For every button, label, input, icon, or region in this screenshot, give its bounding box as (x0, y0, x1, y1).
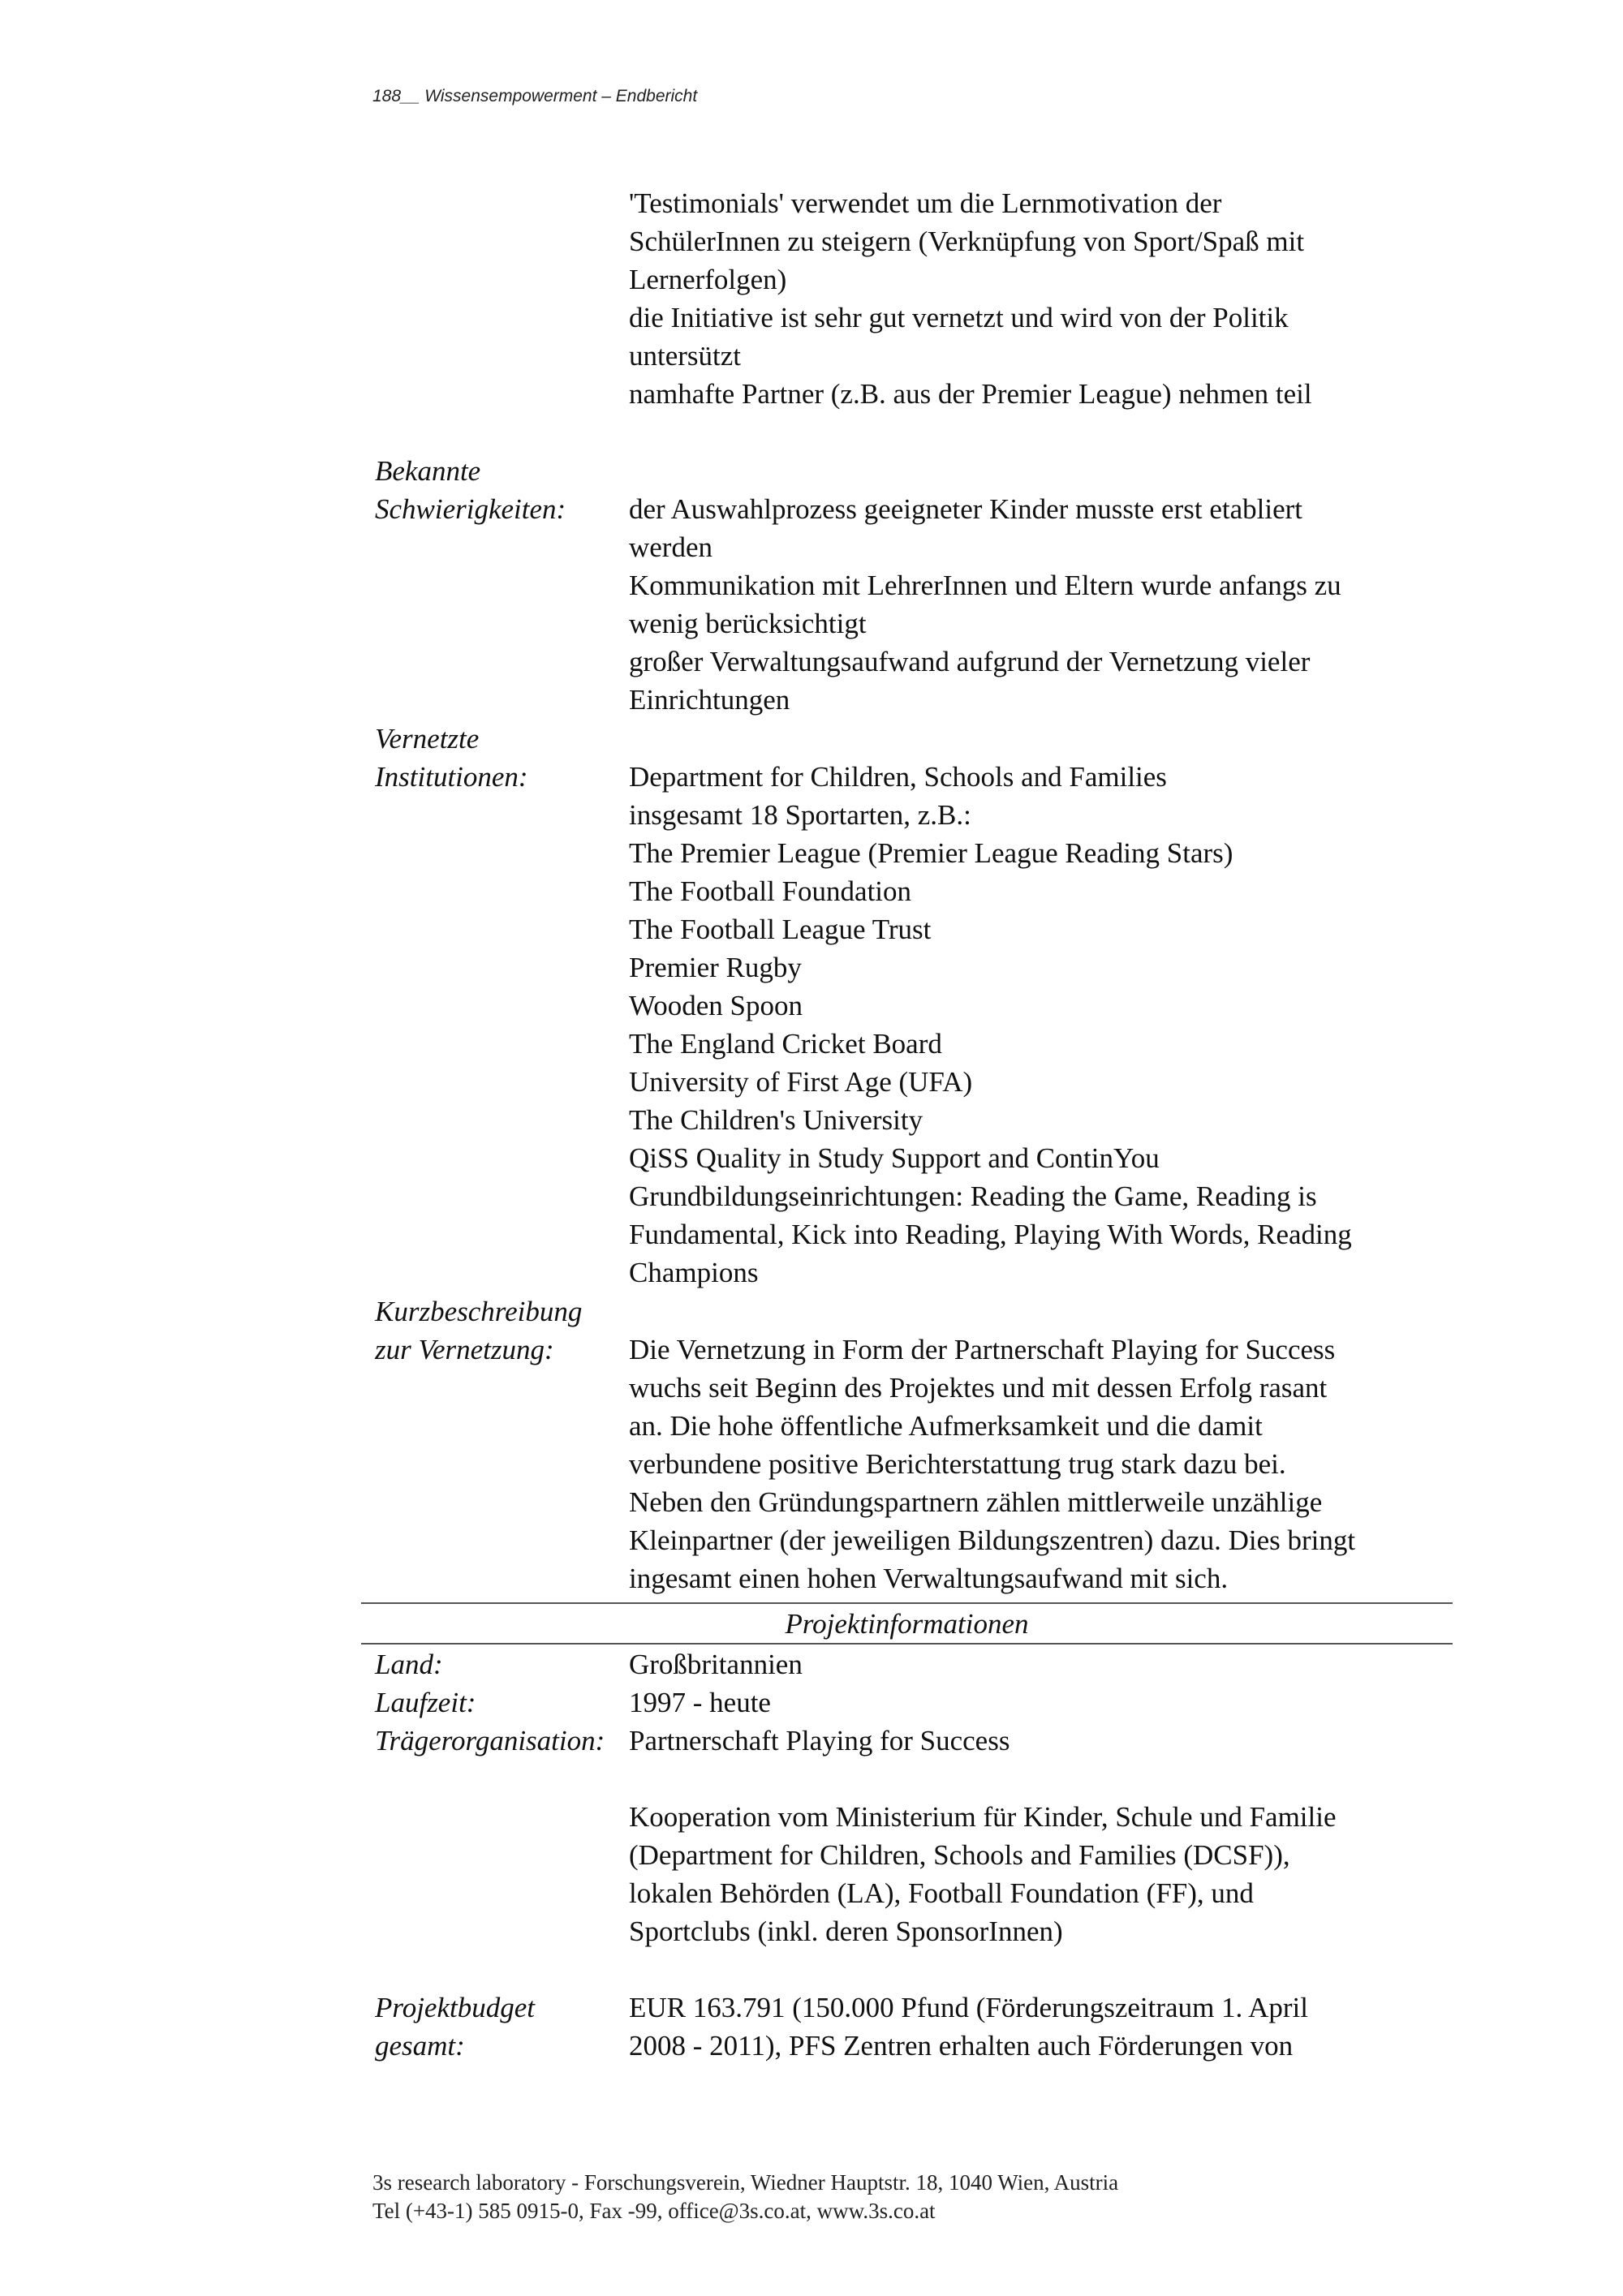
text-line: Kooperation vom Ministerium für Kinder, Schule und Familie (629, 1801, 1337, 1833)
text-line: die Initiative ist sehr gut vernetzt und wird von der Politik (629, 302, 1289, 333)
label-line: Schwierigkeiten: (375, 493, 566, 525)
institutions-label (375, 720, 635, 796)
difficulties-content (629, 490, 1457, 719)
text-line: (Department for Children, Schools and Families (DCSF)), (629, 1839, 1290, 1871)
text-line: The Children's University (629, 1104, 923, 1136)
section-divider-bottom (361, 1643, 1453, 1645)
duration-label: Laufzeit: (375, 1687, 476, 1718)
text-line: Lernerfolgen) (629, 264, 787, 295)
text-line: verbundene positive Berichterstattung trug stark dazu bei. (629, 1448, 1286, 1480)
text-line: The Football Foundation (629, 875, 912, 907)
text-line: namhafte Partner (z.B. aus der Premier League) nehmen teil (629, 378, 1312, 410)
text-line: werden (629, 531, 713, 563)
running-header: 188__ Wissensempowerment – Endbericht (372, 87, 698, 105)
text-line: untersützt (629, 340, 742, 372)
text-line: Wooden Spoon (629, 990, 803, 1021)
organisation-value: Partnerschaft Playing for Success (629, 1725, 1010, 1756)
country-value: Großbritannien (629, 1649, 803, 1680)
text-line: The Football League Trust (629, 914, 932, 945)
top-list (629, 184, 1457, 413)
text-line: lokalen Behörden (LA), Football Foundation (FF), und (629, 1877, 1254, 1909)
duration-value: 1997 - heute (629, 1687, 771, 1718)
cooperation-content (629, 1798, 1457, 1950)
label-line: gesamt: (375, 2030, 465, 2062)
text-line: Department for Children, Schools and Families (629, 761, 1167, 793)
section-divider-top (361, 1602, 1453, 1604)
text-line: Kleinpartner (der jeweiligen Bildungszentren) dazu. Dies bringt (629, 1524, 1356, 1556)
text-line: Einrichtungen (629, 684, 790, 716)
label-line: zur Vernetzung: (375, 1334, 554, 1365)
text-line: University of First Age (UFA) (629, 1066, 973, 1098)
label-line: Projektbudget (375, 1992, 535, 2023)
text-line: ingesamt einen hohen Verwaltungsaufwand mit sich. (629, 1563, 1229, 1594)
label-line: Bekannte (375, 455, 481, 487)
text-line: der Auswahlprozess geeigneter Kinder musste erst etabliert (629, 493, 1303, 525)
text-line: großer Verwaltungsaufwand aufgrund der Vernetzung vieler (629, 646, 1311, 677)
text-line: Neben den Gründungspartnern zählen mittlerweile unzählige (629, 1486, 1323, 1518)
text-line: Sportclubs (inkl. deren SponsorInnen) (629, 1915, 1063, 1947)
text-line: QiSS Quality in Study Support and ContinYou (629, 1142, 1160, 1174)
country-label: Land: (375, 1649, 443, 1680)
text-line: The England Cricket Board (629, 1028, 942, 1060)
text-line: 2008 - 2011), PFS Zentren erhalten auch Förderungen von (629, 2030, 1294, 2062)
footer-contact: Tel (+43-1) 585 0915-0, Fax -99, office@3s.co.at, www.3s.co.at (372, 2199, 936, 2223)
network-description-label (375, 1292, 635, 1369)
text-line: Fundamental, Kick into Reading, Playing With Words, Reading (629, 1219, 1352, 1250)
network-description-content (629, 1331, 1457, 1597)
organisation-label: Trägerorganisation: (375, 1725, 605, 1756)
text-line: Die Vernetzung in Form der Partnerschaft Playing for Success (629, 1334, 1336, 1365)
text-line: Kommunikation mit LehrerInnen und Eltern wurde anfangs zu (629, 570, 1341, 601)
text-line: wenig berücksichtigt (629, 608, 867, 639)
label-line: Institutionen: (375, 761, 528, 793)
text-line: Grundbildungseinrichtungen: Reading the Game, Reading is (629, 1180, 1317, 1212)
text-line: insgesamt 18 Sportarten, z.B.: (629, 799, 971, 831)
budget-label (375, 1989, 635, 2065)
footer-address: 3s research laboratory - Forschungsverein, Wiedner Hauptstr. 18, 1040 Wien, Austria (372, 2170, 1119, 2195)
text-line: EUR 163.791 (150.000 Pfund (Förderungszeitraum 1. April (629, 1992, 1308, 2023)
text-line: Premier Rugby (629, 952, 802, 983)
text-line: wuchs seit Beginn des Projektes und mit dessen Erfolg rasant (629, 1372, 1328, 1404)
section-title: Projektinformationen (785, 1608, 1029, 1640)
text-line: Champions (629, 1257, 759, 1288)
text-line: 'Testimonials' verwendet um die Lernmotivation der (629, 187, 1222, 219)
text-line: SchülerInnen zu steigern (Verknüpfung von Sport/Spaß mit (629, 226, 1305, 257)
page-footer (372, 2169, 1118, 2225)
label-line: Kurzbeschreibung (375, 1296, 583, 1327)
label-line: Vernetzte (375, 723, 480, 755)
budget-content (629, 1989, 1457, 2065)
difficulties-label (375, 452, 635, 528)
text-line: an. Die hohe öffentliche Aufmerksamkeit und die damit (629, 1410, 1263, 1442)
institutions-content (629, 758, 1457, 1292)
text-line: The Premier League (Premier League Reading Stars) (629, 837, 1233, 869)
